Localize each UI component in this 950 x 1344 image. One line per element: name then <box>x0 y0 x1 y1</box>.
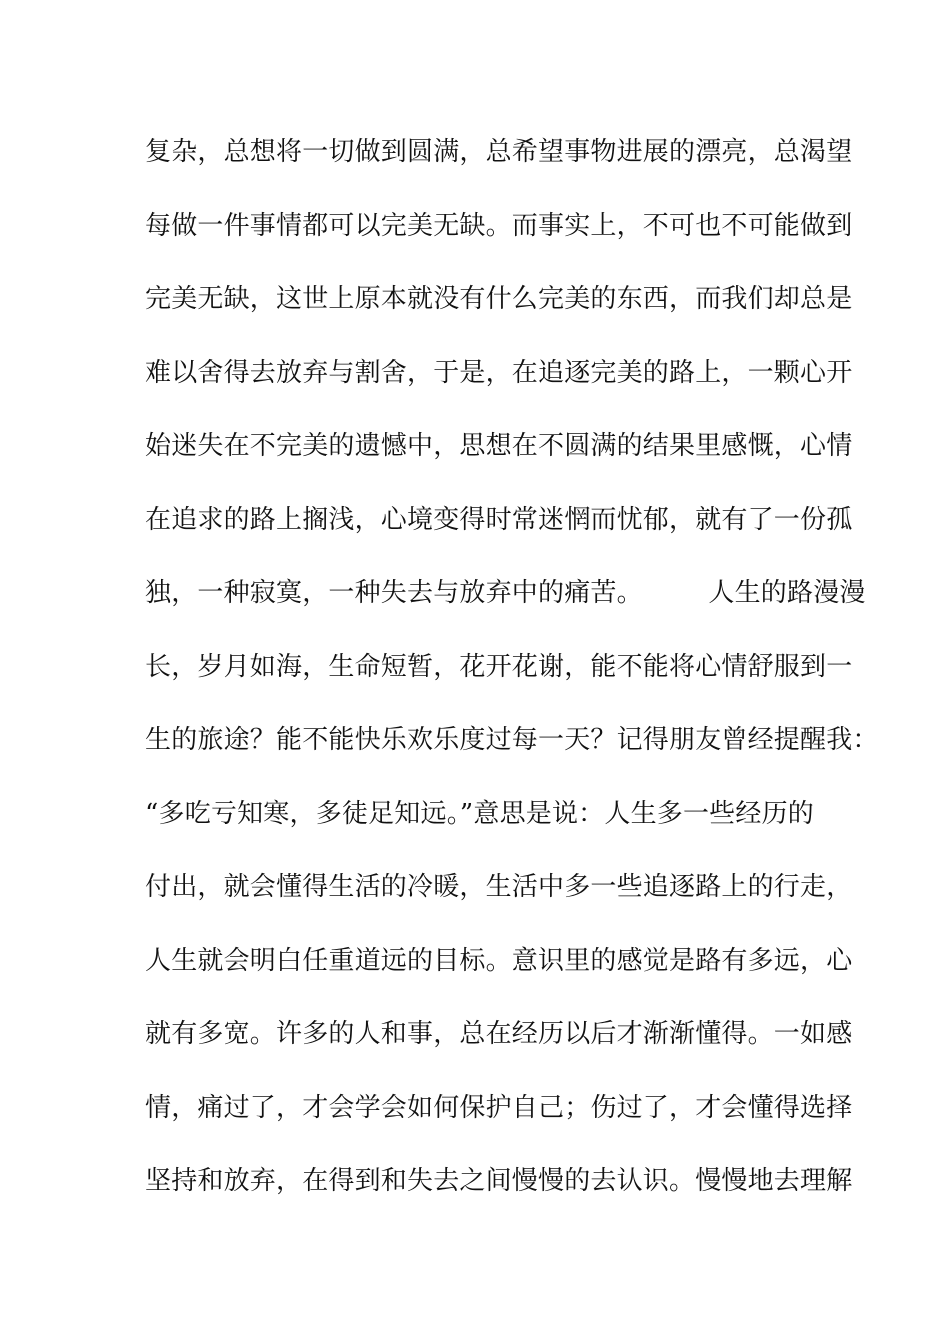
body-text <box>145 128 879 1231</box>
text-line: 付出，就会懂得生活的冷暖，生活中多一些追逐路上的行走， <box>145 872 853 902</box>
text-line: 坚持和放弃，在得到和失去之间慢慢的去认识。慢慢地去理解 <box>145 1166 853 1196</box>
text-line: 完美无缺，这世上原本就没有什么完美的东西，而我们却总是 <box>145 284 853 314</box>
text-line: 每做一件事情都可以完美无缺。而事实上，不可也不可能做到 <box>145 210 853 241</box>
text-line: 长，岁月如海，生命短暂，花开花谢，能不能将心情舒服到一 <box>145 651 853 682</box>
text-line: 生的旅途？能不能快乐欢乐度过每一天？记得朋友曾经提醒我： <box>145 725 879 755</box>
text-line: 就有多宽。许多的人和事，总在经历以后才渐渐懂得。一如感 <box>145 1019 853 1049</box>
text-line: 人生就会明白任重道远的目标。意识里的感觉是路有多远，心 <box>145 945 853 976</box>
text-line: 在追求的路上搁浅，心境变得时常迷惘而忧郁，就有了一份孤 <box>145 504 853 535</box>
text-line: 复杂，总想将一切做到圆满，总希望事物进展的漂亮，总渴望 <box>145 137 853 167</box>
text-line: 独，一种寂寞，一种失去与放弃中的痛苦。 人生的路漫漫 <box>145 578 866 608</box>
text-line: 难以舍得去放弃与割舍，于是，在追逐完美的路上，一颗心开 <box>145 357 853 388</box>
text-line: 始迷失在不完美的遗憾中，思想在不圆满的结果里感慨，心情 <box>145 431 853 461</box>
text-line: “多吃亏知寒，多徒足知远。”意思是说：人生多一些经历的 <box>145 798 814 829</box>
text-line: 情，痛过了，才会学会如何保护自己；伤过了，才会懂得选择 <box>145 1092 853 1123</box>
